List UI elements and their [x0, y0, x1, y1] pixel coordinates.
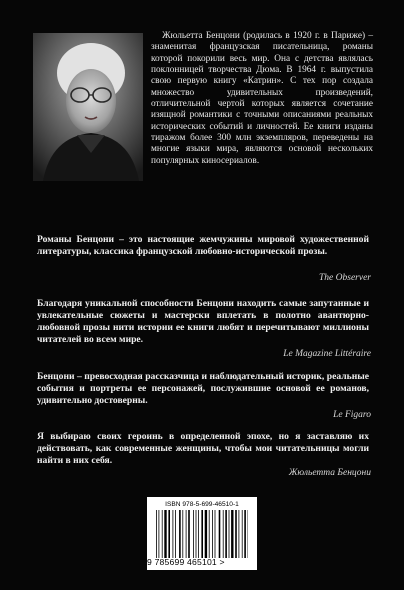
- barcode-bar: [193, 510, 194, 558]
- quote-1: Романы Бенцони – это настоящие жемчужины мировой художественной литературы, классика французской любовно-исторической прозы.: [37, 234, 369, 257]
- author-photo: [33, 33, 143, 181]
- barcode-bar: [215, 510, 216, 558]
- barcode-bar: [239, 510, 240, 558]
- barcode-bar: [209, 510, 210, 558]
- isbn-label: ISBN 978-5-699-46510-1: [165, 501, 239, 508]
- barcode-bar: [179, 510, 181, 558]
- barcode-bar: [182, 510, 183, 558]
- barcode-bars: [156, 510, 248, 558]
- barcode-bar: [173, 510, 174, 558]
- barcode-bar: [186, 510, 187, 558]
- barcode-bar: [159, 510, 160, 558]
- barcode-bar: [164, 510, 166, 558]
- quote-4: Я выбираю своих героинь в определенной эпохе, но я заставляю их действовать, как современные женщины, чтобы мои читательницы могли найти в них себя.: [37, 431, 369, 466]
- barcode-bar: [219, 510, 221, 558]
- barcode-bar: [212, 510, 213, 558]
- barcode-bar: [156, 510, 157, 558]
- barcode-bar: [196, 510, 197, 558]
- quote-3: Бенцони – превосходная рассказчица и наблюдательный историк, реальные события и портреты ее персонажей, послужившие основой ее романов, удивительно достоверны.: [37, 371, 369, 406]
- barcode-digits: 9 785699 465101 >: [147, 557, 225, 567]
- quote-2: Благодаря уникальной способности Бенцони находить самые запутанные и увлекательные сюжеты и мастерски вплетать в полотно авантюрно-любовной прозы нити истории ее книги любят и перечитывают миллионы читателей во всем мире.: [37, 298, 369, 345]
- quote-3-source: Le Figaro: [333, 410, 371, 420]
- barcode-bar: [235, 510, 237, 558]
- barcode-bar: [231, 510, 233, 558]
- barcode-bar: [229, 510, 230, 558]
- barcode-bar: [242, 510, 243, 558]
- barcode-bar: [162, 510, 163, 558]
- barcode-bar: [188, 510, 190, 558]
- quote-2-source: Le Magazine Littéraire: [283, 349, 371, 359]
- barcode-bar: [223, 510, 224, 558]
- barcode-bar: [205, 510, 207, 558]
- barcode-bar: [225, 510, 227, 558]
- barcode-bar: [175, 510, 176, 558]
- quote-4-source: Жюльетта Бенцони: [288, 468, 371, 478]
- barcode-bar: [198, 510, 199, 558]
- author-bio: Жюльетта Бенцони (родилась в 1920 г. в Париже) – знаменитая французская писательница, романы которой покорили весь мир. Она с детства являлась поклонницей творчества Дюма. В 1964 г. выпустила свою первую книгу «Катрин». С тех пор создала множество удивительных произведений, отличительной чертой которых является сочетание изящной романтики с точными описаниями реальных исторических событий и личностей. Ее книги изданы тиражом более 300 млн экземпляров, переведены на многие языки мира, являются основой нескольких популярных киносериалов.: [151, 31, 373, 166]
- barcode: [147, 497, 257, 570]
- quote-1-source: The Observer: [319, 273, 371, 283]
- barcode-bar: [201, 510, 203, 558]
- barcode-bar: [168, 510, 170, 558]
- barcode-bar: [244, 510, 246, 558]
- author-portrait-image: [33, 33, 143, 181]
